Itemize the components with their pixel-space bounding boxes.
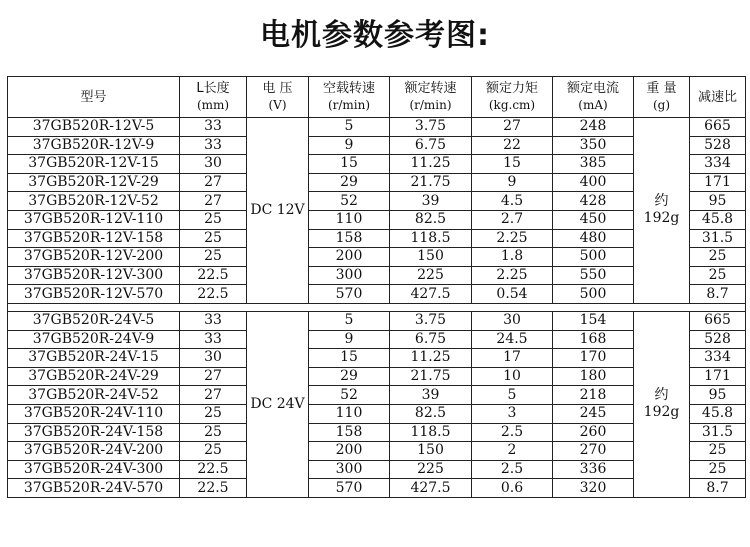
cell-model: 37GB520R-12V-570 [8,285,180,304]
header-model: 型号 [8,77,180,118]
cell-rated-current: 320 [553,479,634,498]
cell-rated-torque: 10 [472,367,553,386]
cell-rated-torque: 2 [472,442,553,461]
cell-rated-current: 154 [553,311,634,330]
header-voltage: 电 压 (V) [247,77,309,118]
cell-reduction-ratio: 45.8 [690,404,746,423]
cell-no-load-speed: 15 [309,155,390,174]
cell-rated-speed: 3.75 [390,311,472,330]
cell-model: 37GB520R-12V-158 [8,229,180,248]
cell-rated-current: 248 [553,118,634,137]
cell-no-load-speed: 110 [309,210,390,229]
cell-rated-current: 385 [553,155,634,174]
group-voltage: DC 24V [247,311,309,497]
separator-cell [8,303,746,311]
cell-rated-current: 168 [553,330,634,349]
header-length: L长度 (mm) [180,77,247,118]
cell-length: 25 [180,404,247,423]
cell-rated-torque: 15 [472,155,553,174]
cell-reduction-ratio: 45.8 [690,210,746,229]
cell-rated-torque: 2.5 [472,460,553,479]
cell-rated-torque: 2.25 [472,229,553,248]
cell-rated-speed: 150 [390,442,472,461]
cell-no-load-speed: 29 [309,173,390,192]
cell-rated-current: 500 [553,285,634,304]
cell-rated-speed: 82.5 [390,210,472,229]
cell-rated-torque: 9 [472,173,553,192]
cell-model: 37GB520R-24V-300 [8,460,180,479]
table-header-row [8,77,746,118]
cell-model: 37GB520R-24V-9 [8,330,180,349]
cell-length: 25 [180,248,247,267]
weight-value: 192g [643,210,680,227]
cell-rated-torque: 0.6 [472,479,553,498]
cell-length: 33 [180,311,247,330]
cell-rated-speed: 427.5 [390,285,472,304]
cell-reduction-ratio: 31.5 [690,423,746,442]
cell-rated-torque: 1.8 [472,248,553,267]
cell-length: 22.5 [180,479,247,498]
cell-rated-current: 350 [553,136,634,155]
cell-reduction-ratio: 95 [690,386,746,405]
cell-reduction-ratio: 25 [690,248,746,267]
cell-rated-current: 480 [553,229,634,248]
cell-rated-torque: 3 [472,404,553,423]
cell-rated-torque: 24.5 [472,330,553,349]
cell-rated-current: 500 [553,248,634,267]
cell-length: 22.5 [180,266,247,285]
cell-model: 37GB520R-12V-110 [8,210,180,229]
cell-no-load-speed: 110 [309,404,390,423]
cell-no-load-speed: 52 [309,192,390,211]
cell-rated-current: 550 [553,266,634,285]
cell-length: 25 [180,423,247,442]
cell-rated-speed: 39 [390,386,472,405]
cell-reduction-ratio: 8.7 [690,479,746,498]
cell-model: 37GB520R-12V-300 [8,266,180,285]
group-weight [634,311,690,497]
cell-rated-speed: 21.75 [390,173,472,192]
cell-rated-speed: 11.25 [390,349,472,368]
cell-no-load-speed: 200 [309,248,390,267]
cell-reduction-ratio: 665 [690,311,746,330]
cell-no-load-speed: 200 [309,442,390,461]
cell-rated-current: 428 [553,192,634,211]
cell-model: 37GB520R-24V-200 [8,442,180,461]
cell-reduction-ratio: 665 [690,118,746,137]
group-separator [8,303,746,311]
header-reduction-ratio: 减速比 [690,77,746,118]
cell-no-load-speed: 15 [309,349,390,368]
cell-rated-torque: 5 [472,386,553,405]
cell-no-load-speed: 570 [309,479,390,498]
cell-reduction-ratio: 25 [690,266,746,285]
page-title: 电机参数参考图: [260,18,490,53]
header-rated-current: 额定电流 (mA) [553,77,634,118]
cell-reduction-ratio: 334 [690,349,746,368]
cell-rated-speed: 11.25 [390,155,472,174]
cell-reduction-ratio: 171 [690,367,746,386]
cell-model: 37GB520R-24V-158 [8,423,180,442]
cell-no-load-speed: 9 [309,330,390,349]
cell-rated-speed: 82.5 [390,404,472,423]
cell-reduction-ratio: 25 [690,442,746,461]
cell-rated-speed: 39 [390,192,472,211]
cell-length: 22.5 [180,285,247,304]
cell-rated-current: 336 [553,460,634,479]
cell-model: 37GB520R-12V-52 [8,192,180,211]
cell-no-load-speed: 5 [309,311,390,330]
cell-rated-speed: 225 [390,460,472,479]
cell-no-load-speed: 570 [309,285,390,304]
cell-rated-torque: 2.7 [472,210,553,229]
cell-reduction-ratio: 528 [690,330,746,349]
cell-length: 33 [180,136,247,155]
cell-rated-torque: 27 [472,118,553,137]
cell-length: 30 [180,349,247,368]
cell-length: 25 [180,229,247,248]
cell-rated-torque: 22 [472,136,553,155]
weight-value: 192g [643,404,680,421]
cell-reduction-ratio: 334 [690,155,746,174]
cell-no-load-speed: 300 [309,266,390,285]
cell-rated-torque: 17 [472,349,553,368]
cell-length: 27 [180,173,247,192]
group-weight [634,118,690,304]
weight-prefix: 约 [654,387,669,404]
cell-length: 33 [180,118,247,137]
cell-rated-current: 180 [553,367,634,386]
cell-rated-speed: 21.75 [390,367,472,386]
header-no-load-speed: 空载转速 (r/min) [309,77,390,118]
cell-length: 30 [180,155,247,174]
cell-rated-current: 450 [553,210,634,229]
cell-no-load-speed: 9 [309,136,390,155]
weight-prefix: 约 [654,193,669,210]
cell-rated-speed: 225 [390,266,472,285]
cell-rated-current: 245 [553,404,634,423]
cell-rated-speed: 118.5 [390,423,472,442]
cell-rated-current: 170 [553,349,634,368]
cell-model: 37GB520R-12V-9 [8,136,180,155]
cell-no-load-speed: 158 [309,229,390,248]
cell-reduction-ratio: 31.5 [690,229,746,248]
header-rated-speed: 额定转速 (r/min) [390,77,472,118]
cell-length: 27 [180,386,247,405]
cell-rated-torque: 2.5 [472,423,553,442]
cell-length: 33 [180,330,247,349]
cell-rated-current: 400 [553,173,634,192]
cell-reduction-ratio: 8.7 [690,285,746,304]
table-row [8,118,746,137]
cell-rated-current: 270 [553,442,634,461]
cell-no-load-speed: 158 [309,423,390,442]
cell-rated-speed: 118.5 [390,229,472,248]
cell-model: 37GB520R-24V-29 [8,367,180,386]
header-weight: 重 量 (g) [634,77,690,118]
cell-reduction-ratio: 25 [690,460,746,479]
cell-length: 27 [180,367,247,386]
cell-length: 25 [180,442,247,461]
cell-rated-torque: 2.25 [472,266,553,285]
cell-rated-speed: 150 [390,248,472,267]
table-body [8,118,746,498]
cell-length: 27 [180,192,247,211]
motor-spec-table [7,76,746,498]
header-rated-torque: 额定力矩 (kg.cm) [472,77,553,118]
cell-no-load-speed: 5 [309,118,390,137]
cell-model: 37GB520R-24V-570 [8,479,180,498]
cell-model: 37GB520R-12V-15 [8,155,180,174]
cell-reduction-ratio: 528 [690,136,746,155]
cell-model: 37GB520R-24V-52 [8,386,180,405]
cell-no-load-speed: 52 [309,386,390,405]
cell-length: 22.5 [180,460,247,479]
cell-rated-speed: 3.75 [390,118,472,137]
cell-rated-torque: 4.5 [472,192,553,211]
cell-model: 37GB520R-24V-15 [8,349,180,368]
group-voltage: DC 12V [247,118,309,304]
cell-model: 37GB520R-12V-5 [8,118,180,137]
cell-rated-speed: 6.75 [390,330,472,349]
cell-model: 37GB520R-24V-110 [8,404,180,423]
cell-no-load-speed: 29 [309,367,390,386]
cell-rated-current: 260 [553,423,634,442]
cell-rated-torque: 0.54 [472,285,553,304]
cell-rated-speed: 427.5 [390,479,472,498]
cell-rated-torque: 30 [472,311,553,330]
cell-rated-speed: 6.75 [390,136,472,155]
cell-length: 25 [180,210,247,229]
cell-rated-current: 218 [553,386,634,405]
cell-model: 37GB520R-24V-5 [8,311,180,330]
table-row [8,311,746,330]
cell-reduction-ratio: 95 [690,192,746,211]
cell-reduction-ratio: 171 [690,173,746,192]
cell-no-load-speed: 300 [309,460,390,479]
cell-model: 37GB520R-12V-200 [8,248,180,267]
cell-model: 37GB520R-12V-29 [8,173,180,192]
